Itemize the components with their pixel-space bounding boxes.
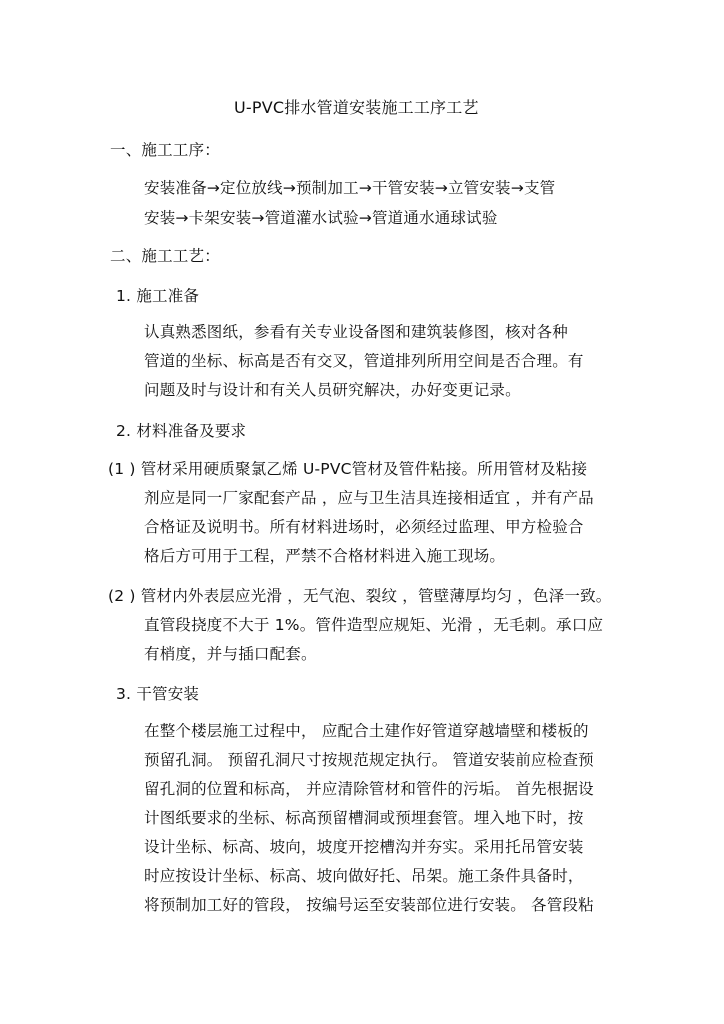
item-heading-main-pipe: 3. 干管安装 <box>116 685 200 703</box>
paragraph-line: 管道的坐标、标高是否有交叉，管道排列所用空间是否合理。有 <box>144 352 584 370</box>
paragraph-line: 有梢度，并与插口配套。 <box>144 645 317 663</box>
paragraph-line: 直管段挠度不大于 1%。管件造型应规矩、光滑 ，无毛刺。承口应 <box>144 616 604 634</box>
document-title: U-PVC排水管道安装施工工序工艺 <box>234 98 479 117</box>
paragraph-line: (1 ) 管材采用硬质聚氯乙烯 U-PVC管材及管件粘接。所用管材及粘接 <box>108 460 588 478</box>
paragraph-line: 将预制加工好的管段， 按编号运至安装部位进行安装。 各管段粘 <box>144 896 594 914</box>
paragraph-line: 问题及时与设计和有关人员研究解决，办好变更记录。 <box>144 381 521 399</box>
item-heading-materials: 2. 材料准备及要求 <box>116 422 247 440</box>
paragraph-line: (2 ) 管材内外表层应光滑 ，无气泡、裂纹 ，管壁薄厚均匀 ，色泽一致。 <box>108 587 612 605</box>
paragraph-line: 剂应是同一厂家配套产品 ，应与卫生洁具连接相适宜 ，并有产品 <box>144 489 594 507</box>
paragraph-line: 合格证及说明书。所有材料进场时，必须经过监理、甲方检验合 <box>144 518 584 536</box>
section-heading-craft: 二、施工工艺： <box>110 247 220 265</box>
paragraph-line: 时应按设计坐标、标高、坡向做好托、吊架。施工条件具备时， <box>144 867 584 885</box>
process-line: 安装准备→定位放线→预制加工→干管安装→立管安装→支管 <box>144 179 556 197</box>
item-heading-preparation: 1. 施工准备 <box>116 287 200 305</box>
paragraph-line: 格后方可用于工程，严禁不合格材料进入施工现场。 <box>144 547 506 565</box>
paragraph-line: 认真熟悉图纸，参看有关专业设备图和建筑装修图，核对各种 <box>144 323 568 341</box>
paragraph-line: 计图纸要求的坐标、标高预留槽洞或预埋套管。埋入地下时，按 <box>144 809 584 827</box>
section-heading-process: 一、施工工序： <box>110 141 220 159</box>
paragraph-line: 留孔洞的位置和标高， 并应清除管材和管件的污垢。 首先根据设 <box>144 780 594 798</box>
paragraph-line: 在整个楼层施工过程中， 应配合土建作好管道穿越墙壁和楼板的 <box>144 722 589 740</box>
paragraph-line: 预留孔洞。 预留孔洞尺寸按规范规定执行。 管道安装前应检查预 <box>144 751 594 769</box>
paragraph-line: 设计坐标、标高、坡向，坡度开挖槽沟并夯实。采用托吊管安装 <box>144 838 584 856</box>
process-line: 安装→卡架安装→管道灌水试验→管道通水通球试验 <box>144 209 498 227</box>
